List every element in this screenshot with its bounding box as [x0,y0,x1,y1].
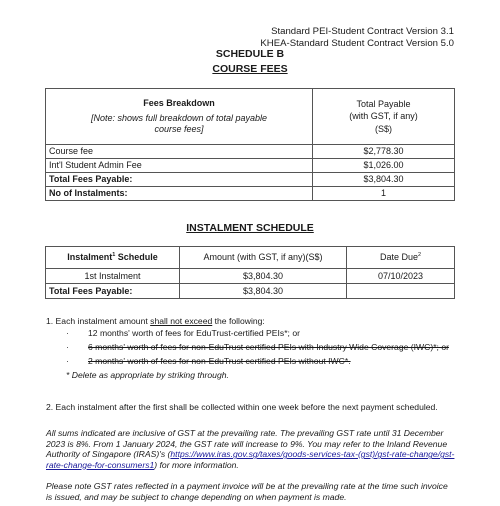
payment-note: Please note GST rates reflected in a payment invoice will be at the prevailing rate at the time such invoice is issued, and may be subject to change depending on when payment is made. [46,481,448,502]
note-2: 2. Each instalment after the first shall be collected within one week before the next payment scheduled. [46,402,438,412]
date-due-text: Date Due [379,252,418,262]
gst-note-pre: All sums indicated are inclusive of GST at the prevailing rate. The prevailing GST rate until 31 December 2023 is 8%. From 1 January 2024, the GST rate will increase to 9%. You may refer to the Inland Revenue Authority of Singapore (IRAS)'s ( [46,428,448,460]
instalment-header [46,247,180,269]
total-payable-header-l2: (with GST, if any) [349,111,418,122]
table-row [46,145,455,159]
row-label: No of Instalments: [46,187,313,201]
date-due-header [347,247,455,269]
instalment-header-text: Instalment [67,252,113,262]
amount-header: Amount (with GST, if any)(S$) [180,247,347,269]
instalment-schedule-title: INSTALMENT SCHEDULE [186,222,314,234]
note-1-post: the following: [212,316,265,326]
note-1-intro [46,316,456,327]
schedule-title: SCHEDULE B [215,48,285,60]
total-date [347,284,455,299]
footnote-1-marker: 1 [112,252,116,258]
total-payable-header-l3: (S$) [374,123,392,134]
instalment-date: 07/10/2023 [347,269,455,284]
instalment-label: 1st Instalment [46,269,180,284]
total-label: Total Fees Payable: [46,284,180,299]
contract-version-header [260,26,454,50]
bullet-dot: · [66,356,69,366]
note-1-pre: 1. Each instalment amount [46,316,151,326]
row-value: $2,778.30 [313,145,455,159]
instalment-amount: $3,804.30 [180,269,347,284]
instalment-header-rest: Schedule [115,252,158,262]
row-label: Int'l Student Admin Fee [46,159,313,173]
bullet-text: 12 months' worth of fees for EduTrust-certified PEIs*; or [88,328,300,338]
course-fees-title: COURSE FEES [212,63,288,75]
fees-breakdown-header [46,89,313,145]
fees-breakdown-title: Fees Breakdown [143,98,215,108]
bullet-text: 6 months' worth of fees for non-EduTrust certified PEIs with Industry Wide Coverage (IWC)*; or [88,342,449,352]
table-row [46,173,455,187]
table-row [46,187,455,201]
total-payable-header-l1: Total Payable [356,98,411,109]
row-value: 1 [313,187,455,201]
gst-note-post: ) for more information. [154,459,239,470]
row-label: Total Fees Payable: [46,173,313,187]
row-value: $3,804.30 [313,173,455,187]
header-line-1: Standard PEI-Student Contract Version 3.1 [271,26,454,37]
note-1-underlined: shall not exceed [150,316,213,326]
row-label: Course fee [46,145,313,159]
fees-breakdown-note: [Note: shows full breakdown of total payable course fees] [90,113,268,134]
bullet-dot: · [66,328,69,338]
total-amount: $3,804.30 [180,284,347,299]
table-row [46,269,455,284]
header-line-2: KHEA-Standard Student Contract Version 5.0 [260,38,454,49]
instalment-table [45,246,455,299]
bullet-text: 2 months' worth of fees for non-EduTrust certified PEIs without IWC*. [88,356,351,366]
table-row [46,284,455,299]
bullet-dot: · [66,342,69,352]
fees-table [45,88,455,201]
table-row [46,159,455,173]
iras-link[interactable]: https://www.iras.gov.sg/taxes/goods-services-tax-(gst)/gst-rate-change/gst-rate-change-for-consumers1 [46,449,455,470]
footnote-2-marker: 2 [417,252,422,258]
row-value: $1,026.00 [313,159,455,173]
gst-note [46,428,456,470]
delete-note: * Delete as appropriate by striking through. [66,370,229,380]
total-payable-header [313,89,455,145]
